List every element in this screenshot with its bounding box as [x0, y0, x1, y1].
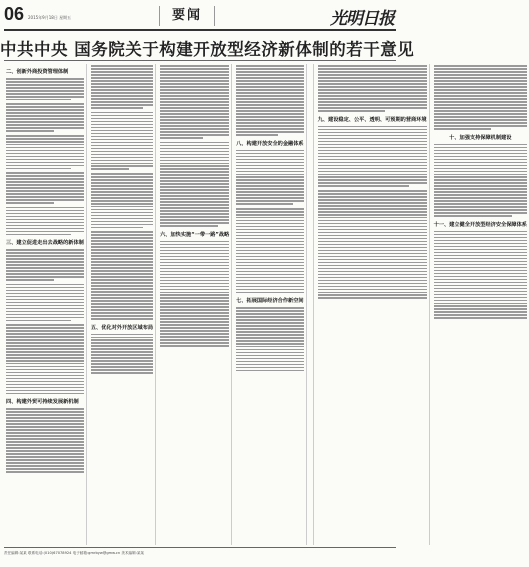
text-column-7 [432, 64, 529, 545]
section-title: 要闻 [159, 6, 215, 26]
paragraph [318, 126, 427, 187]
section-heading: 七、拓展国际经济合作新空间 [236, 298, 304, 305]
article-headline: 中共中央 国务院关于构建开放型经济新体制的若干意见 [0, 40, 415, 59]
paragraph [6, 172, 84, 203]
paragraph [6, 284, 84, 321]
paragraph [91, 112, 153, 170]
section-heading: 十一、建立健全开放型经济安全保障体系 [433, 221, 527, 228]
text-column-3 [158, 64, 232, 545]
paragraph [6, 103, 84, 131]
section-heading: 九、建设稳定、公平、透明、可预期的营商环境 [317, 116, 427, 123]
paragraph [91, 173, 153, 228]
paragraph [6, 78, 84, 100]
footer-rule [4, 547, 396, 548]
paragraph [6, 249, 84, 280]
section-heading: 八、构建开放安全的金融体系 [236, 140, 304, 147]
article-body [4, 64, 527, 545]
paragraph [236, 307, 303, 371]
section-heading: 六、加快实施“一带一路”战略 [160, 231, 230, 238]
paragraph [236, 150, 303, 205]
masthead [4, 6, 396, 30]
paragraph [160, 65, 229, 138]
headline-rule [4, 60, 396, 61]
paragraph [236, 65, 303, 135]
paragraph [434, 144, 527, 217]
paragraph [434, 65, 527, 129]
paragraph [318, 190, 427, 299]
paragraph [91, 231, 153, 319]
paragraph [6, 324, 84, 394]
paragraph [91, 334, 153, 374]
paragraph [318, 65, 427, 111]
top-rule [4, 29, 396, 31]
text-column-6 [316, 64, 430, 545]
text-column-5 [309, 64, 314, 545]
section-heading: 五、优化对外开放区域布局 [90, 324, 154, 331]
paragraph [236, 208, 303, 293]
text-column-4 [234, 64, 306, 545]
paragraph [434, 231, 527, 319]
section-heading: 十、加强支持保障机制建设 [449, 134, 512, 141]
text-column-1 [4, 64, 87, 545]
section-heading: 四、构建外贸可持续发展新机制 [6, 399, 79, 406]
paragraph [160, 142, 229, 227]
section-heading: 二、创新外商投资管理体制 [6, 69, 69, 75]
page-number: 06 [4, 4, 25, 24]
section-heading: 三、建立促进走出去战略的新体制 [6, 240, 84, 247]
paragraph [6, 207, 84, 235]
paragraph [160, 241, 229, 347]
issue-date: 2015年9月18日 星期五 [28, 15, 72, 20]
text-column-2 [89, 64, 156, 545]
paragraph [91, 65, 153, 108]
paragraph [6, 408, 84, 472]
paragraph [6, 135, 84, 169]
page-footer: 责任编辑:某某 联系电话:(010)67078924 电子邮箱:gmrbyw@gmw.cn 美术编辑:某某 [4, 551, 145, 555]
newspaper-logo: 光明日报 [330, 9, 394, 29]
